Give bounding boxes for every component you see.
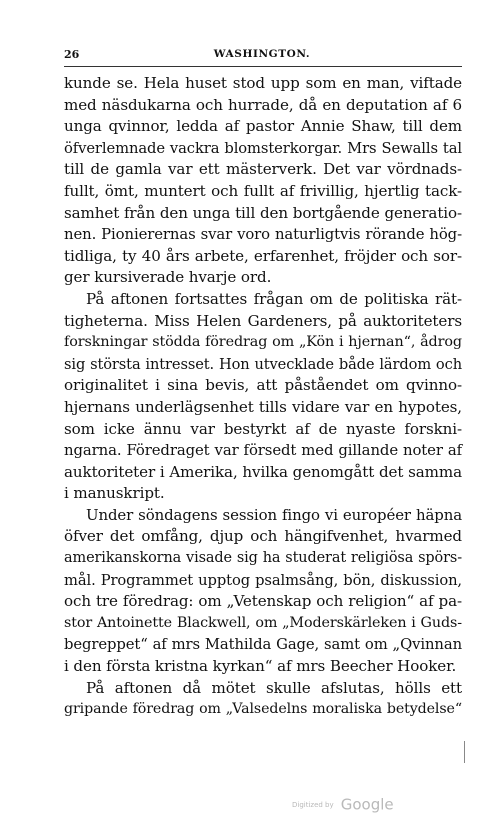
text-line: hjernans underlägsenhet tills vidare var en hypotes, bbox=[64, 397, 462, 416]
text-line: På aftonen fortsattes frågan om de politiska rät- bbox=[86, 289, 462, 308]
text-line: Under söndagens session fingo vi européer häpna bbox=[86, 505, 462, 524]
text-line: unga qvinnor, ledda af pastor Annie Shaw, till dem bbox=[64, 117, 462, 136]
watermark-prefix: Digitized by bbox=[292, 800, 334, 809]
margin-mark bbox=[464, 741, 465, 763]
text-line: och tre föredrag: om „Vetenskap och religion“ af pa- bbox=[64, 592, 462, 611]
text-line: ngarna. Föredraget var försedt med gillande noter af bbox=[64, 441, 462, 460]
text-line: samhet från den unga till den bortgående generatio- bbox=[64, 203, 462, 222]
text-line: gripande föredrag om „Valsedelns moraliska betydelse“ bbox=[64, 701, 462, 718]
text-line: begreppet“ af mrs Mathilda Gage, samt om „Qvinnan bbox=[64, 636, 462, 654]
text-line: i manuskript. bbox=[64, 484, 165, 503]
text-line: nen. Pionierernas svar voro naturligtvis rörande hög- bbox=[64, 226, 462, 244]
text-line: öfverlemnade vackra blomsterkorgar. Mrs Sewalls tal bbox=[64, 139, 462, 157]
digitized-watermark bbox=[292, 794, 394, 814]
text-line: som icke ännu var bestyrkt af de nyaste forskni- bbox=[64, 419, 462, 438]
text-line: kunde se. Hela huset stod upp som en man, viftade bbox=[64, 74, 462, 92]
text-line: tidliga, ty 40 års arbete, erfarenhet, fröjder och sor- bbox=[64, 246, 462, 265]
body-text bbox=[64, 73, 462, 721]
header-rule bbox=[64, 66, 462, 67]
page-number: 26 bbox=[64, 48, 80, 61]
watermark-brand: Google bbox=[340, 795, 394, 814]
text-line: tigheterna. Miss Helen Gardeners, på auktoriteters bbox=[64, 311, 462, 330]
text-line: amerikanskorna visade sig ha studerat religiösa spörs- bbox=[64, 550, 462, 567]
text-line: i den första kristna kyrkan“ af mrs Beecher Hooker. bbox=[64, 657, 457, 676]
text-line: fullt, ömt, muntert och fullt af frivillig, hjertlig tack- bbox=[64, 181, 462, 200]
text-line: ger kursiverade hvarje ord. bbox=[64, 268, 272, 287]
text-line: öfver det omfång, djup och hängifvenhet, hvarmed bbox=[64, 527, 462, 546]
text-line: originalitet i sina bevis, att påståendet om qvinno- bbox=[64, 376, 462, 395]
text-line: auktoriteter i Amerika, hvilka genomgått det samma bbox=[64, 462, 462, 481]
text-line: mål. Programmet upptog psalmsång, bön, diskussion, bbox=[64, 571, 462, 589]
text-line: På aftonen då mötet skulle afslutas, hölls ett bbox=[86, 678, 462, 697]
page-header bbox=[64, 48, 460, 62]
text-line: sig största intresset. Hon utvecklade både lärdom och bbox=[64, 355, 462, 373]
running-head: WASHINGTON. bbox=[213, 48, 311, 60]
text-line: forskningar stödda föredrag om „Kön i hjernan“, ådrog bbox=[64, 334, 462, 351]
text-line: till de gamla var ett mästerverk. Det var vördnads- bbox=[64, 160, 462, 179]
text-line: med näsdukarna och hurrade, då en deputation af 6 bbox=[64, 95, 462, 114]
text-line: stor Antoinette Blackwell, om „Moderskärleken i Guds- bbox=[64, 614, 462, 631]
